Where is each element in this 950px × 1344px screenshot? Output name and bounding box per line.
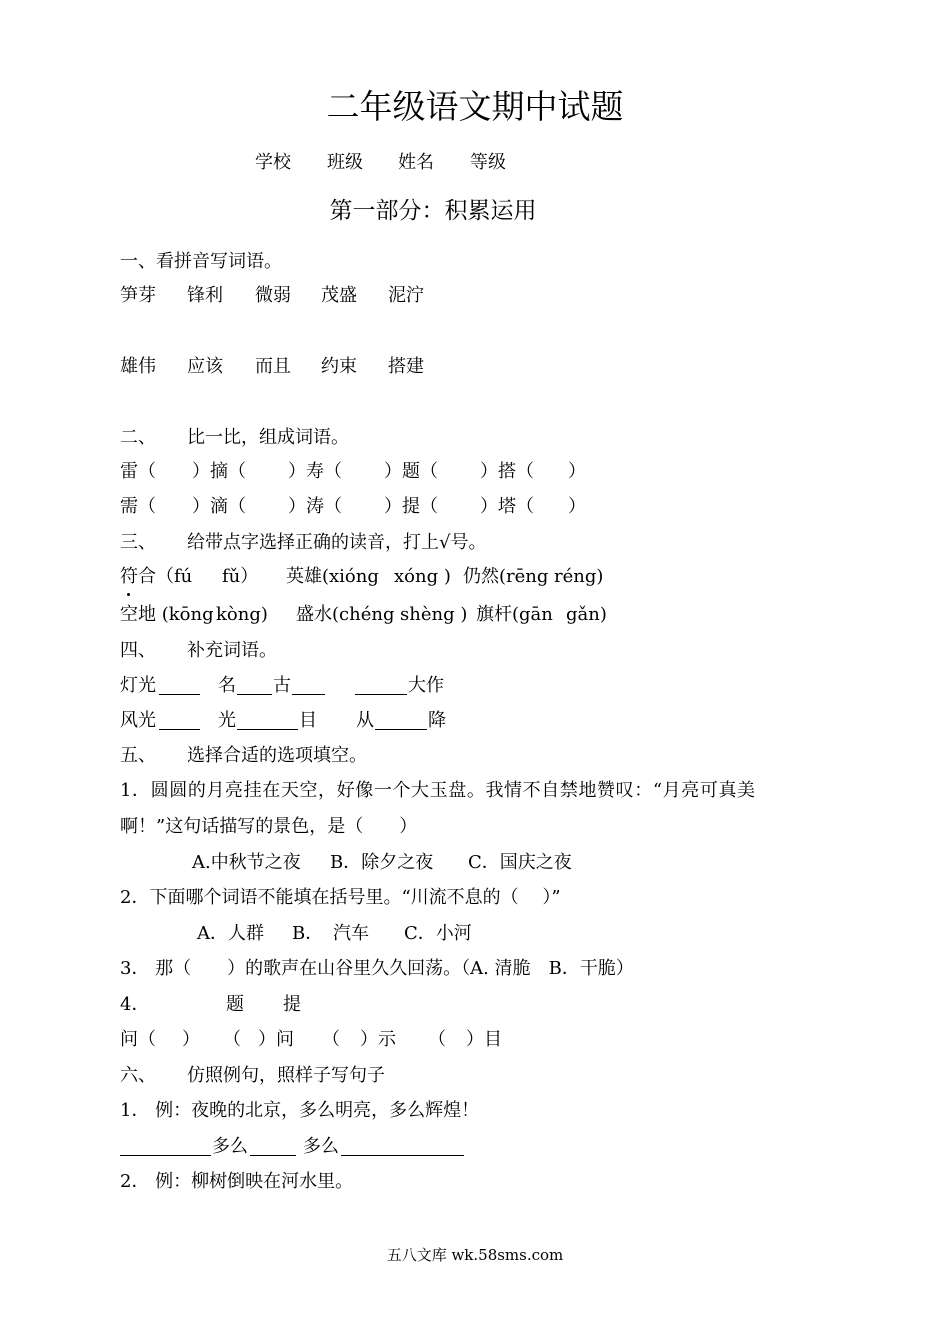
fill-blank xyxy=(237,677,272,695)
word: 而且 xyxy=(255,356,291,377)
section-heading: 给带点字选择正确的读音，打上√号。 xyxy=(187,532,487,553)
pinyin-item: 英雄(xióng xyxy=(286,566,379,587)
word: 题 xyxy=(226,994,244,1015)
section-heading: 补充词语。 xyxy=(187,640,277,661)
name-field-label: 姓名 xyxy=(398,152,434,173)
blank-item: ）摘（ xyxy=(192,461,246,482)
word: 微弱 xyxy=(255,285,291,306)
option: 汽车 xyxy=(333,923,369,944)
school-field-label: 学校 xyxy=(255,152,291,173)
blank-item: 问（ xyxy=(120,1029,156,1050)
footer-watermark: 五八文库 wk.58sms.com xyxy=(386,1246,564,1264)
fill-blank xyxy=(341,1138,464,1156)
question-5-1-line-2: 啊！”这句话描写的景色，是（ ） xyxy=(120,816,418,837)
question-5-1-line-1: 1．圆圆的月亮挂在天空，好像一个大玉盘。我情不自禁地赞叹：“月亮可真美 xyxy=(120,780,756,801)
idiom-part: 风光 xyxy=(120,710,156,731)
pinyin-item: 仍然(rēng xyxy=(463,566,549,587)
blank-item: ）塔（ xyxy=(480,496,534,517)
fill-blank xyxy=(292,677,325,695)
idiom-part: 光 xyxy=(218,710,236,731)
word: 茂盛 xyxy=(321,285,357,306)
question-5-3: 3． 那（ ）的歌声在山谷里久久回荡。（A. 清脆 B．干脆） xyxy=(120,958,634,979)
page-title: 二年级语文期中试题 xyxy=(326,87,624,126)
option: A.中秋节之夜 xyxy=(192,852,301,873)
idiom-part: 大作 xyxy=(408,675,444,696)
blank-item: ）寿（ xyxy=(288,461,342,482)
word: 锋利 xyxy=(187,285,223,306)
blank-item: ）搭（ xyxy=(480,461,534,482)
blank-item: ）问 xyxy=(258,1029,294,1050)
blank-item: ）目 xyxy=(466,1029,502,1050)
pinyin-item: xóng ) xyxy=(394,566,451,587)
fill-blank xyxy=(237,712,298,730)
blank-item: ）提（ xyxy=(384,496,438,517)
blank-item: ）题（ xyxy=(384,461,438,482)
blank-item: ） xyxy=(568,461,586,482)
fill-word: 多么 xyxy=(212,1136,248,1157)
word: 泥泞 xyxy=(388,285,424,306)
pinyin-item: 盛水(chéng xyxy=(296,604,395,625)
question-number: 4． xyxy=(120,994,150,1015)
fill-blank xyxy=(250,1138,296,1156)
grade-field-label: 等级 xyxy=(470,152,506,173)
option: B． xyxy=(292,923,324,944)
blank-item: ）涛（ xyxy=(288,496,342,517)
blank-item: （ xyxy=(223,1029,241,1050)
fill-word: 多么 xyxy=(303,1136,339,1157)
fill-blank xyxy=(375,712,427,730)
fill-blank xyxy=(159,712,200,730)
option: C．国庆之夜 xyxy=(468,852,572,873)
word: 提 xyxy=(283,994,301,1015)
idiom-part: 降 xyxy=(428,710,446,731)
blank-item: （ xyxy=(428,1029,446,1050)
section-1-heading: 一、看拼音写词语。 xyxy=(120,251,282,272)
option: C．小河 xyxy=(404,923,472,944)
part-title: 第一部分：积累运用 xyxy=(329,198,537,224)
pinyin-item: 旗杆(gān xyxy=(476,604,553,625)
blank-item: 雷（ xyxy=(120,461,156,482)
option: A．人群 xyxy=(197,923,264,944)
word: 约束 xyxy=(321,356,357,377)
idiom-part: 灯光 xyxy=(120,675,156,696)
section-heading: 选择合适的选项填空。 xyxy=(187,745,367,766)
blank-item: （ xyxy=(322,1029,340,1050)
pinyin-item: fǔ） xyxy=(222,566,259,587)
pinyin-item: 符合（fú xyxy=(120,566,193,587)
section-number: 二、 xyxy=(120,427,156,448)
blank-item: ）示 xyxy=(360,1029,396,1050)
question-6-1: 1． 例：夜晚的北京，多么明亮，多么辉煌！ xyxy=(120,1100,480,1121)
class-field-label: 班级 xyxy=(327,152,363,173)
idiom-part: 名 xyxy=(218,675,236,696)
question-5-2: 2．下面哪个词语不能填在括号里。“川流不息的（ ）” xyxy=(120,887,561,908)
option: B．除夕之夜 xyxy=(330,852,434,873)
idiom-part: 从 xyxy=(356,710,374,731)
word: 笋芽 xyxy=(120,285,156,306)
idiom-part: 目 xyxy=(299,710,317,731)
blank-item: 需（ xyxy=(120,496,156,517)
section-heading: 仿照例句，照样子写句子 xyxy=(187,1065,385,1086)
section-heading: 比一比，组成词语。 xyxy=(187,427,349,448)
word: 搭建 xyxy=(388,356,424,377)
section-number: 六、 xyxy=(120,1065,156,1086)
pinyin-item: kòng) xyxy=(216,604,268,625)
emphasis-dot xyxy=(127,593,130,596)
word: 应该 xyxy=(187,356,223,377)
pinyin-item: réng) xyxy=(554,566,604,587)
blank-item: ） xyxy=(568,496,586,517)
fill-blank xyxy=(159,677,200,695)
fill-blank xyxy=(355,677,407,695)
section-number: 四、 xyxy=(120,640,156,661)
idiom-part: 古 xyxy=(273,675,291,696)
blank-item: ）滴（ xyxy=(192,496,246,517)
fill-blank xyxy=(120,1138,211,1156)
section-number: 五、 xyxy=(120,745,156,766)
pinyin-item: shèng ) xyxy=(400,604,468,625)
pinyin-item: 空地 (kōng xyxy=(120,604,214,625)
blank-item: ） xyxy=(182,1029,200,1050)
header-fields xyxy=(0,154,950,176)
word: 雄伟 xyxy=(120,356,156,377)
question-6-2: 2． 例：柳树倒映在河水里。 xyxy=(120,1171,354,1192)
section-number: 三、 xyxy=(120,532,156,553)
pinyin-item: gǎn) xyxy=(566,604,607,625)
